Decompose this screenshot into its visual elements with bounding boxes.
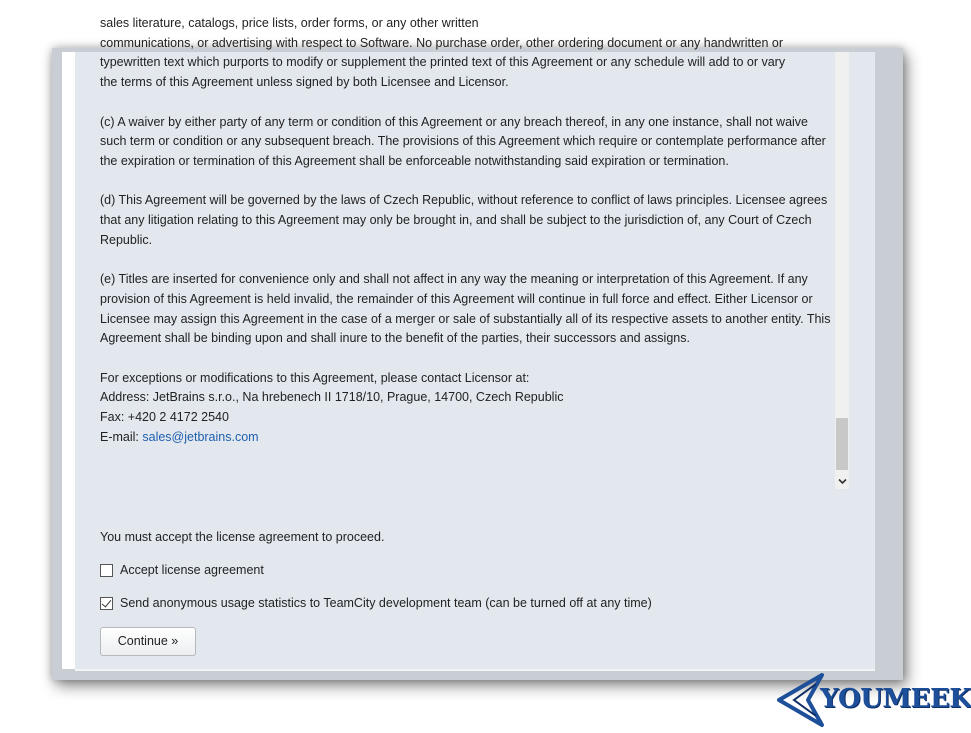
usage-stats-row[interactable] [100,596,652,610]
accept-license-label[interactable]: Accept license agreement [120,563,264,577]
contact-fax: Fax: +420 2 4172 2540 [100,410,229,424]
license-line: the terms of this Agreement unless signed by both Licensee and Licensor. [100,75,509,90]
license-paragraph-d: (d) This Agreement will be governed by the laws of Czech Republic, without reference to conflict of laws principles. Licensee agrees that any litigation relating to this Agreement may only be brought in, and shall be subject to the jurisdiction of, any Court of Czech Republic. [100,193,828,247]
license-text [100,14,835,447]
license-agreement-text-area[interactable] [100,16,835,490]
accept-required-message: You must accept the license agreement to proceed. [100,530,385,544]
contact-intro: For exceptions or modifications to this Agreement, please contact Licensor at: [100,370,530,385]
usage-stats-checkbox[interactable] [100,597,113,610]
accept-license-checkbox[interactable] [100,564,113,577]
license-paragraph-e: (e) Titles are inserted for convenience only and shall not affect in any way the meaning or interpretation of this Agreement. If any provision of this Agreement is held invalid, the remainder of this Agreement will continue in full force and effect. Either Licensor or Licensee may assign this Agreement in the case of a merger or sale of substantially all of its respective assets to another entity. This Agreement shall be binding upon and shall inure to the benefit of the parties, their successors and assigns. [100,272,831,346]
continue-button[interactable]: Continue » [100,627,196,656]
accept-license-row[interactable] [100,563,264,577]
logo-text: YOUMEEK [820,684,971,714]
youmeek-logo [776,672,971,728]
license-line: communications, or advertising with respect to Software. No purchase order, other ordering document or any handwritten or [100,35,783,50]
license-paragraph-c: (c) A waiver by either party of any term or condition of this Agreement or any breach thereof, in any one instance, shall not waive such term or condition or any subsequent breach. The provisions of this Agreement which require or contemplate performance after the expiration or termination of this Agreement shall be enforceable notwithstanding said expiration or termination. [100,114,826,168]
contact-address: Address: JetBrains s.r.o., Na hrebenech II 1718/10, Prague, 14700, Czech Republic [100,390,564,405]
scrollbar-thumb[interactable] [836,418,848,470]
contact-email [100,428,835,448]
email-label: E-mail: [100,429,143,444]
license-line-cut: sales literature, catalogs, price lists, order forms, or any other written [100,16,479,30]
chevron-down-icon[interactable] [835,473,849,489]
license-scrollbar[interactable] [835,52,849,489]
license-paragraph-b [100,14,835,93]
email-link[interactable]: sales@jetbrains.com [142,429,259,444]
license-line: typewritten text which purports to modify or supplement the printed text of this Agreement or any schedule will add to or vary [100,55,786,70]
usage-stats-label[interactable]: Send anonymous usage statistics to TeamCity development team (can be turned off at any time) [120,596,652,610]
